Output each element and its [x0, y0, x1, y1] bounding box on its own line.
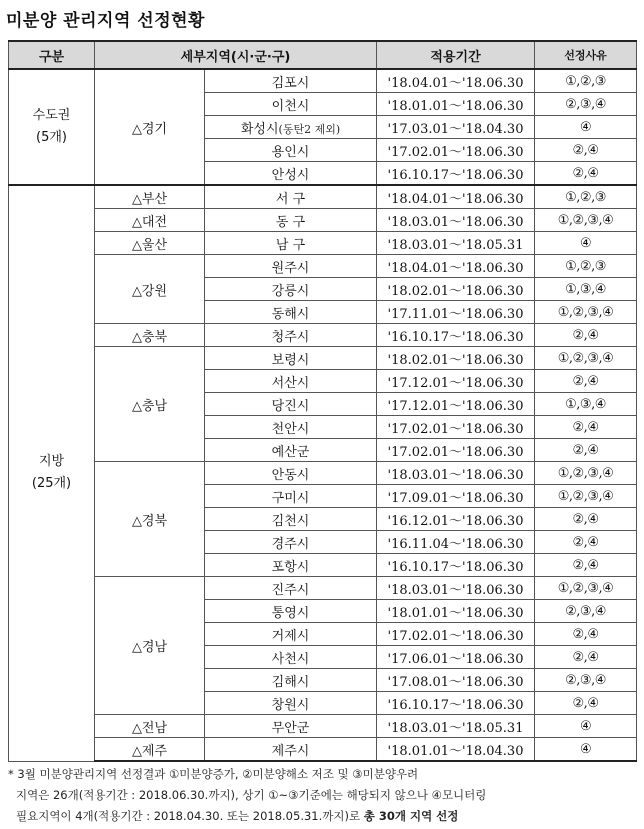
region-cell: △전남	[95, 715, 205, 738]
area-name: 남 구	[275, 237, 306, 253]
group-cell	[9, 185, 95, 761]
period-cell: '18.03.01～'18.06.30	[377, 209, 535, 232]
table-row	[9, 715, 637, 738]
reason-cell: ②,④	[535, 554, 637, 577]
period-cell: '16.10.17～'18.06.30	[377, 324, 535, 347]
area-cell	[205, 69, 377, 93]
page-title: 미분양 관리지역 선정현황	[6, 11, 205, 31]
period-cell: '18.01.01～'18.06.30	[377, 600, 535, 623]
period-cell: '18.02.01～'18.06.30	[377, 347, 535, 370]
area-cell	[205, 508, 377, 531]
area-name: 무안군	[271, 720, 310, 736]
period-cell: '18.03.01～'18.05.31	[377, 232, 535, 255]
period-cell: '18.03.01～'18.06.30	[377, 462, 535, 485]
area-name: 원주시	[271, 260, 310, 276]
area-name: 용인시	[271, 144, 310, 160]
area-cell	[205, 324, 377, 347]
area-name: 서 구	[275, 191, 306, 207]
area-cell	[205, 600, 377, 623]
area-name: 김해시	[271, 674, 310, 690]
area-cell	[205, 715, 377, 738]
area-name: 청주시	[271, 329, 310, 345]
period-cell: '17.02.01～'18.06.30	[377, 416, 535, 439]
area-cell	[205, 554, 377, 577]
reason-cell: ②,③,④	[535, 669, 637, 692]
reason-cell: ④	[535, 715, 637, 738]
period-cell: '17.12.01～'18.06.30	[377, 370, 535, 393]
period-cell: '18.04.01～'18.06.30	[377, 69, 535, 93]
period-cell: '16.12.01～'18.06.30	[377, 508, 535, 531]
table-row	[9, 347, 637, 370]
table-row	[9, 738, 637, 762]
period-cell: '17.08.01～'18.06.30	[377, 669, 535, 692]
area-cell	[205, 531, 377, 554]
reason-cell: ①,②,③,④	[535, 485, 637, 508]
reason-cell: ①,③,④	[535, 278, 637, 301]
area-cell	[205, 669, 377, 692]
reason-cell: ②,④	[535, 646, 637, 669]
period-cell: '17.02.01～'18.06.30	[377, 139, 535, 162]
footnote-line-1: * 3월 미분양관리지역 선정결과 ①미분양증가, ②미분양해소 저조 및 ③미분양우려	[8, 767, 419, 781]
region-cell: △충북	[95, 324, 205, 347]
area-cell	[205, 116, 377, 139]
table-row	[9, 209, 637, 232]
area-name: 진주시	[271, 582, 310, 598]
period-cell: '17.12.01～'18.06.30	[377, 393, 535, 416]
region-cell: △울산	[95, 232, 205, 255]
table-row	[9, 462, 637, 485]
period-cell: '17.03.01～'18.04.30	[377, 116, 535, 139]
region-cell: △충남	[95, 347, 205, 462]
area-cell	[205, 370, 377, 393]
region-cell: △제주	[95, 738, 205, 762]
region-cell: △부산	[95, 185, 205, 209]
area-name: 동 구	[275, 214, 306, 230]
area-name: 제주시	[271, 743, 310, 759]
reason-cell: ①,②,③,④	[535, 301, 637, 324]
reason-cell: ①,②,③,④	[535, 577, 637, 600]
reason-cell: ①,②,③,④	[535, 462, 637, 485]
reason-cell: ②,③,④	[535, 600, 637, 623]
area-name: 김포시	[271, 75, 310, 91]
footnote-line-3-text: 필요지역이 4개(적용기간 : 2018.04.30. 또는 2018.05.31.까지)로	[16, 809, 364, 823]
table-row	[9, 232, 637, 255]
area-name: 서산시	[271, 375, 310, 391]
reason-cell: ②,④	[535, 439, 637, 462]
region-cell: △대전	[95, 209, 205, 232]
period-cell: '16.10.17～'18.06.30	[377, 692, 535, 715]
reason-cell: ②,④	[535, 623, 637, 646]
reason-cell: ②,④	[535, 324, 637, 347]
reason-cell: ④	[535, 232, 637, 255]
area-name: 창원시	[271, 697, 310, 713]
reason-cell: ④	[535, 738, 637, 762]
table-body	[9, 69, 637, 761]
area-cell	[205, 462, 377, 485]
area-cell	[205, 255, 377, 278]
reason-cell: ④	[535, 116, 637, 139]
area-name: 예산군	[271, 444, 310, 460]
period-cell: '17.09.01～'18.06.30	[377, 485, 535, 508]
area-name: 이천시	[271, 98, 310, 114]
period-cell: '16.11.04～'18.06.30	[377, 531, 535, 554]
reason-cell: ②,④	[535, 508, 637, 531]
period-cell: '18.01.01～'18.04.30	[377, 738, 535, 762]
period-cell: '18.04.01～'18.06.30	[377, 185, 535, 209]
area-name: 포항시	[271, 559, 310, 575]
reason-cell: ②,④	[535, 162, 637, 186]
area-name: 천안시	[271, 421, 310, 437]
area-cell	[205, 232, 377, 255]
area-cell	[205, 139, 377, 162]
area-cell	[205, 577, 377, 600]
area-name: 사천시	[271, 651, 310, 667]
group-name: 지방	[38, 454, 65, 470]
area-cell	[205, 646, 377, 669]
reason-cell: ①,②,③,④	[535, 347, 637, 370]
reason-cell: ②,④	[535, 139, 637, 162]
area-cell	[205, 162, 377, 186]
footnote	[8, 764, 634, 827]
area-cell	[205, 485, 377, 508]
area-cell	[205, 93, 377, 116]
period-cell: '18.03.01～'18.06.30	[377, 577, 535, 600]
area-cell	[205, 738, 377, 762]
period-cell: '18.01.01～'18.06.30	[377, 93, 535, 116]
header-sub-area: 세부지역(시·군·구)	[95, 41, 377, 69]
area-name: 동해시	[271, 306, 310, 322]
footnote-line-2: 지역은 26개(적용기간 : 2018.06.30.까지), 상기 ①~③기준에는 해당되지 않으나 ④모니터링	[16, 788, 487, 802]
reason-cell: ①,②,③	[535, 185, 637, 209]
reason-cell: ①,③,④	[535, 393, 637, 416]
reason-cell: ①,②,③,④	[535, 209, 637, 232]
area-cell	[205, 347, 377, 370]
table-row	[9, 69, 637, 93]
group-count: (25개)	[31, 476, 72, 492]
area-exclusion: (동탄2 제외)	[278, 122, 341, 136]
area-cell	[205, 393, 377, 416]
table-row	[9, 255, 637, 278]
reason-cell: ②,④	[535, 416, 637, 439]
table-row	[9, 577, 637, 600]
table-row	[9, 324, 637, 347]
header-reason: 선정사유	[535, 41, 637, 69]
area-cell	[205, 692, 377, 715]
area-cell	[205, 416, 377, 439]
group-count: (5개)	[36, 130, 67, 145]
period-cell: '16.10.17～'18.06.30	[377, 554, 535, 577]
footnote-total: 총 30개 지역 선정	[363, 809, 459, 823]
group-name: 수도권	[32, 108, 71, 123]
group-cell	[9, 69, 95, 185]
area-name: 김천시	[271, 513, 310, 529]
reason-cell: ①,②,③	[535, 255, 637, 278]
table-row	[9, 185, 637, 209]
area-name: 안동시	[271, 467, 310, 483]
reason-cell: ②,③,④	[535, 93, 637, 116]
area-cell	[205, 301, 377, 324]
area-cell	[205, 439, 377, 462]
footnote-line-3	[8, 806, 634, 827]
reason-cell: ①,②,③	[535, 69, 637, 93]
area-cell	[205, 278, 377, 301]
region-cell: △경북	[95, 462, 205, 577]
area-name: 안성시	[271, 167, 310, 183]
designation-table	[8, 40, 637, 762]
region-cell: △경기	[95, 69, 205, 185]
reason-cell: ②,④	[535, 692, 637, 715]
area-name: 구미시	[271, 490, 310, 506]
period-cell: '17.02.01～'18.06.30	[377, 439, 535, 462]
table-header-row	[9, 41, 637, 69]
area-name: 경주시	[271, 536, 310, 552]
period-cell: '16.10.17～'18.06.30	[377, 162, 535, 186]
area-cell	[205, 623, 377, 646]
region-cell: △경남	[95, 577, 205, 715]
period-cell: '17.02.01～'18.06.30	[377, 623, 535, 646]
area-name: 통영시	[271, 605, 310, 621]
header-category: 구분	[9, 41, 95, 69]
area-cell	[205, 185, 377, 209]
period-cell: '18.03.01～'18.05.31	[377, 715, 535, 738]
period-cell: '17.06.01～'18.06.30	[377, 646, 535, 669]
area-name: 거제시	[271, 628, 310, 644]
header-period: 적용기간	[377, 41, 535, 69]
region-cell: △강원	[95, 255, 205, 324]
period-cell: '18.02.01～'18.06.30	[377, 278, 535, 301]
period-cell: '18.04.01～'18.06.30	[377, 255, 535, 278]
area-name: 화성시	[240, 121, 279, 137]
area-name: 당진시	[271, 398, 310, 414]
reason-cell: ②,④	[535, 531, 637, 554]
area-name: 강릉시	[271, 283, 310, 299]
reason-cell: ②,④	[535, 370, 637, 393]
area-name: 보령시	[271, 352, 310, 368]
period-cell: '17.11.01～'18.06.30	[377, 301, 535, 324]
area-cell	[205, 209, 377, 232]
